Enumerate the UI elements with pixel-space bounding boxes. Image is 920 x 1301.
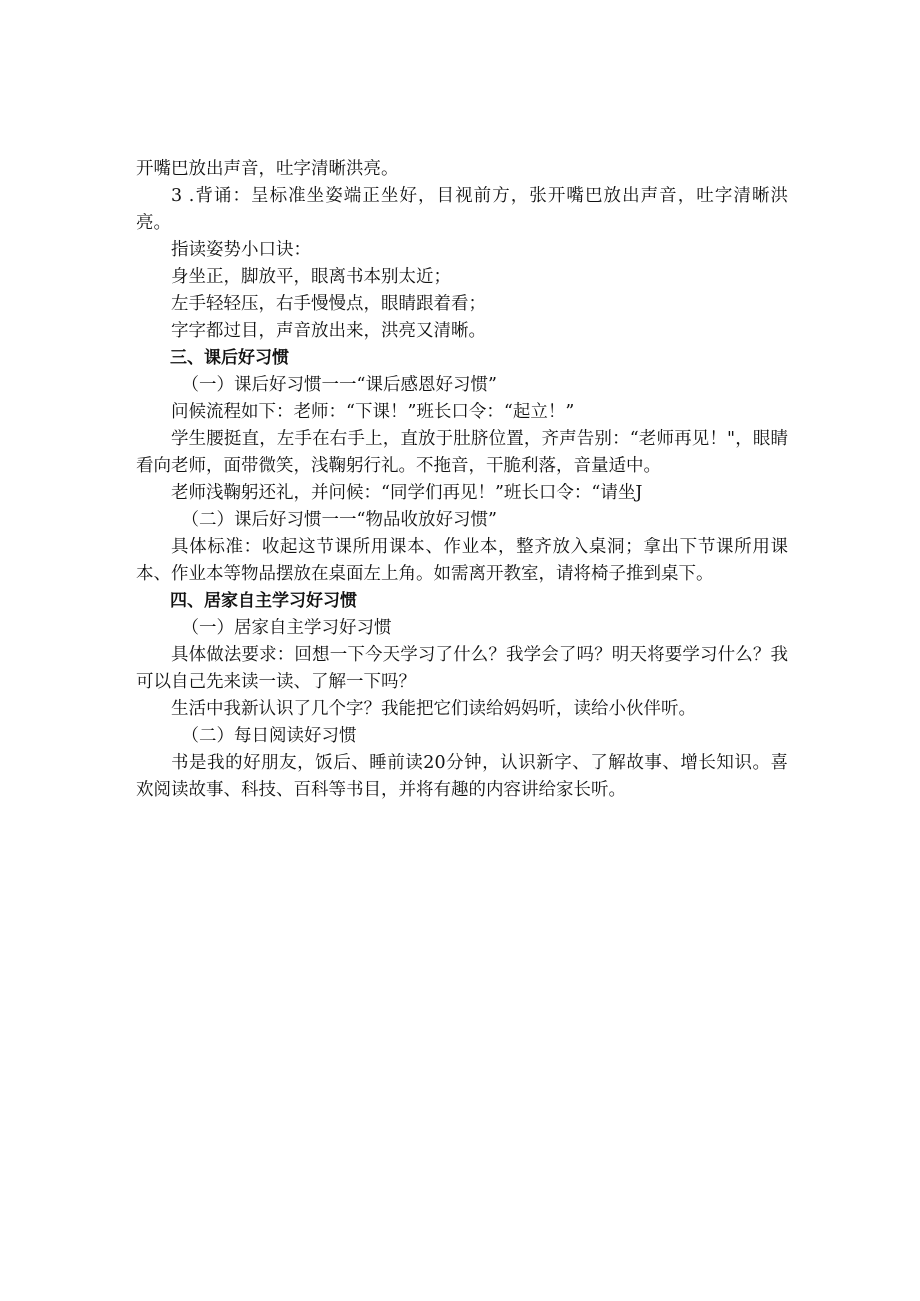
paragraph: 开嘴巴放出声音，吐字清晰洪亮。: [136, 159, 399, 179]
paragraph: 具体标准：收起这节课所用课本、作业本，整齐放入桌洞；拿出下节课所用课本、作业本等物品摆放在桌面左上角。如需离开教室，请将椅子推到桌下。: [136, 537, 788, 584]
paragraph: 3 .背诵：呈标准坐姿端正坐好，目视前方，张开嘴巴放出声音，吐字清晰洪亮。: [136, 186, 788, 233]
subsection-heading: （二）课后好习惯一一“物品收放好习惯”: [181, 510, 497, 530]
document-body: [136, 156, 788, 804]
paragraph: 指读姿势小口诀：: [171, 240, 311, 260]
subsection-heading: （二）每日阅读好习惯: [181, 726, 357, 746]
section-heading: 三、课后好习惯: [170, 348, 289, 368]
subsection-heading: （一）课后好习惯一一“课后感恩好习惯”: [181, 375, 497, 395]
paragraph: 身坐正，脚放平，眼离书本别太近；: [171, 267, 451, 287]
paragraph: 学生腰挺直，左手在右手上，直放于肚脐位置，齐声告别：“老师再见！"，眼睛看向老师，面带微笑，浅鞠躬行礼。不拖音，干脆利落，音量适中。: [136, 429, 788, 476]
paragraph: 老师浅鞠躬还礼，并问候：“同学们再见！”班长口令：“请坐J: [171, 483, 643, 503]
paragraph: 书是我的好朋友，饭后、睡前读20分钟，认识新字、了解故事、增长知识。喜欢阅读故事、科技、百科等书目，并将有趣的内容讲给家长听。: [136, 753, 788, 800]
paragraph: 问候流程如下：老师：“下课！”班长口令：“起立！”: [171, 402, 575, 422]
paragraph: 生活中我新认识了几个字？我能把它们读给妈妈听，读给小伙伴听。: [171, 699, 696, 719]
paragraph: 具体做法要求：回想一下今天学习了什么？我学会了吗？明天将要学习什么？我可以自己先来读一读、了解一下吗？: [136, 645, 788, 692]
paragraph: 左手轻轻压，右手慢慢点，眼睛跟着看；: [171, 294, 486, 314]
paragraph: 字字都过目，声音放出来，洪亮又清晰。: [171, 321, 486, 341]
section-heading: 四、居家自主学习好习惯: [170, 591, 357, 611]
subsection-heading: （一）居家自主学习好习惯: [181, 618, 392, 638]
